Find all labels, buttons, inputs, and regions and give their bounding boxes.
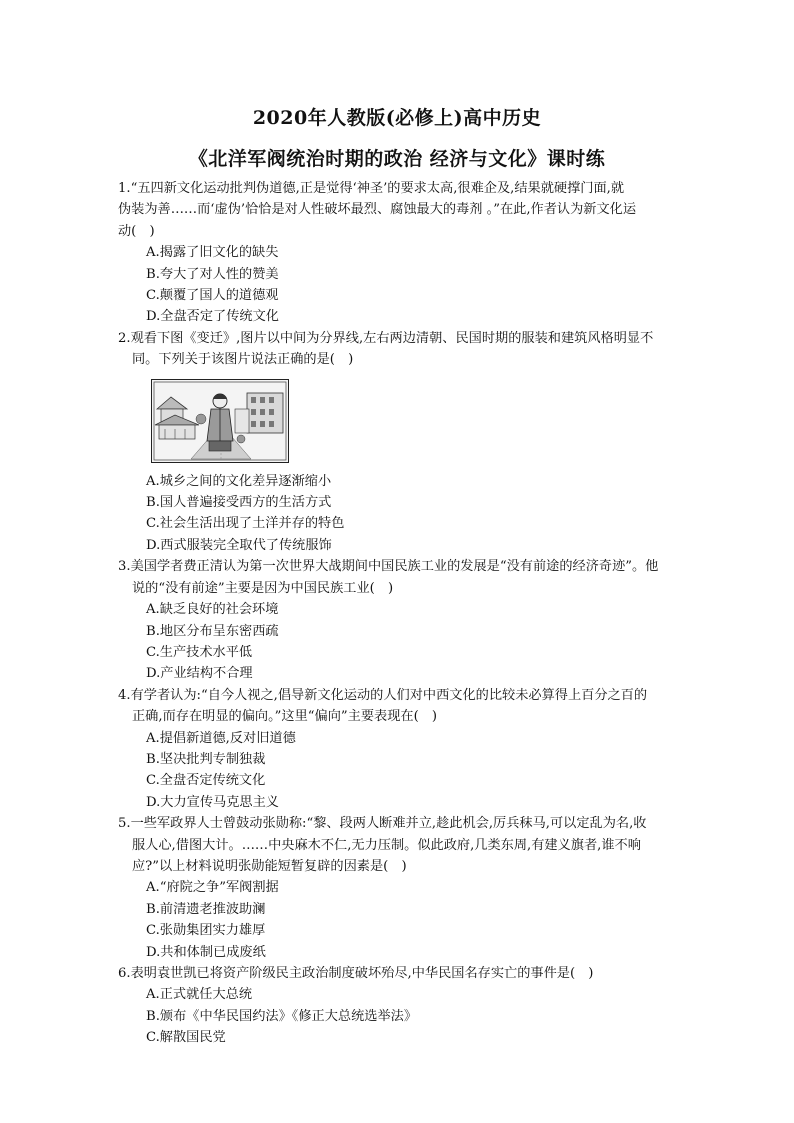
option-b[interactable]: B.颁布《中华民国约法》《修正大总统选举法》 [146, 1008, 418, 1024]
option-b[interactable]: B.夸大了对人性的赞美 [146, 266, 279, 282]
question-stem-line: 6.表明袁世凯已将资产阶级民主政治制度破坏殆尽,中华民国名存实亡的事件是( ) [118, 966, 594, 981]
bianqian-illustration [151, 379, 289, 463]
option-d[interactable]: D.西式服装完全取代了传统服饰 [146, 537, 332, 553]
option-a[interactable]: A.“府院之争”军阀割据 [146, 880, 279, 896]
option-a[interactable]: A.缺乏良好的社会环境 [146, 602, 279, 618]
document-title: 2020年人教版(必修上)高中历史 [252, 107, 542, 129]
option-d[interactable]: D.全盘否定了传统文化 [146, 309, 279, 325]
option-c[interactable]: C.全盘否定传统文化 [146, 773, 266, 789]
question-6 [118, 963, 702, 1049]
question-stem-line: 伪装为善……而‘虚伪’恰恰是对人性破坏最烈、腐蚀最大的毒剂 。”在此,作者认为新文化运 [118, 202, 637, 218]
option-c[interactable]: C.社会生活出现了土洋并存的特色 [146, 516, 345, 532]
question-stem-line: 动( ) [118, 223, 155, 239]
option-c[interactable]: C.张勋集团实力雄厚 [146, 923, 266, 939]
illustration-image [151, 379, 289, 463]
document-subtitle: 《北洋军阀统治时期的政治 经济与文化》课时练 [188, 148, 606, 170]
option-c[interactable]: C.颠覆了国人的道德观 [146, 288, 279, 304]
option-a[interactable]: A.提倡新道德,反对旧道德 [146, 730, 296, 746]
option-c[interactable]: C.生产技术水平低 [146, 644, 253, 660]
option-a[interactable]: A.正式就任大总统 [146, 987, 253, 1003]
option-c[interactable]: C.解散国民党 [146, 1030, 226, 1046]
question-5 [118, 813, 702, 963]
option-b[interactable]: B.前清遗老推波助澜 [146, 901, 266, 917]
question-stem-line: 4.有学者认为:“自今人视之,倡导新文化运动的人们对中西文化的比较未必算得上百分之百的 [118, 687, 648, 703]
question-stem-line: 说的“没有前途”主要是因为中国民族工业( ) [132, 580, 394, 596]
option-a[interactable]: A.城乡之间的文化差异逐渐缩小 [146, 473, 332, 489]
question-stem-line: 3.美国学者费正清认为第一次世界大战期间中国民族工业的发展是“没有前途的经济奇迹”。他 [118, 559, 659, 575]
question-stem-line: 1.“五四新文化运动批判伪道德,正是觉得‘神圣’的要求太高,很难企及,结果就硬撑门面,就 [118, 181, 625, 196]
question-1 [118, 178, 702, 328]
option-b[interactable]: B.坚决批判专制独裁 [146, 751, 266, 767]
question-stem-line: 应?”以上材料说明张勋能短暂复辟的因素是( ) [132, 858, 407, 874]
question-stem-line: 同。下列关于该图片说法正确的是( ) [132, 352, 354, 368]
option-b[interactable]: B.地区分布呈东密西疏 [146, 623, 279, 639]
question-stem-line: 2.观看下图《变迁》,图片以中间为分界线,左右两边清朝、民国时期的服装和建筑风格明显不 [118, 330, 654, 346]
option-a[interactable]: A.揭露了旧文化的缺失 [146, 245, 279, 261]
question-stem-line: 服人心,借图大计。……中央麻木不仁,无力压制。似此政府,几类东周,有建义旗者,谁不响 [132, 837, 641, 853]
question-stem-line: 正确,而存在明显的偏向。”这里“偏向”主要表现在( ) [132, 709, 438, 725]
question-2 [118, 328, 702, 556]
option-d[interactable]: D.共和体制已成废纸 [146, 944, 266, 960]
question-4 [118, 685, 702, 813]
question-list [118, 178, 702, 1049]
option-b[interactable]: B.国人普遍接受西方的生活方式 [146, 495, 332, 511]
option-d[interactable]: D.大力宣传马克思主义 [146, 794, 279, 810]
option-d[interactable]: D.产业结构不合理 [146, 666, 253, 682]
question-3 [118, 556, 702, 684]
question-stem-line: 5.一些军政界人士曾鼓动张勋称:“黎、段两人断难并立,趁此机会,厉兵秣马,可以定乱为名,收 [118, 816, 647, 832]
